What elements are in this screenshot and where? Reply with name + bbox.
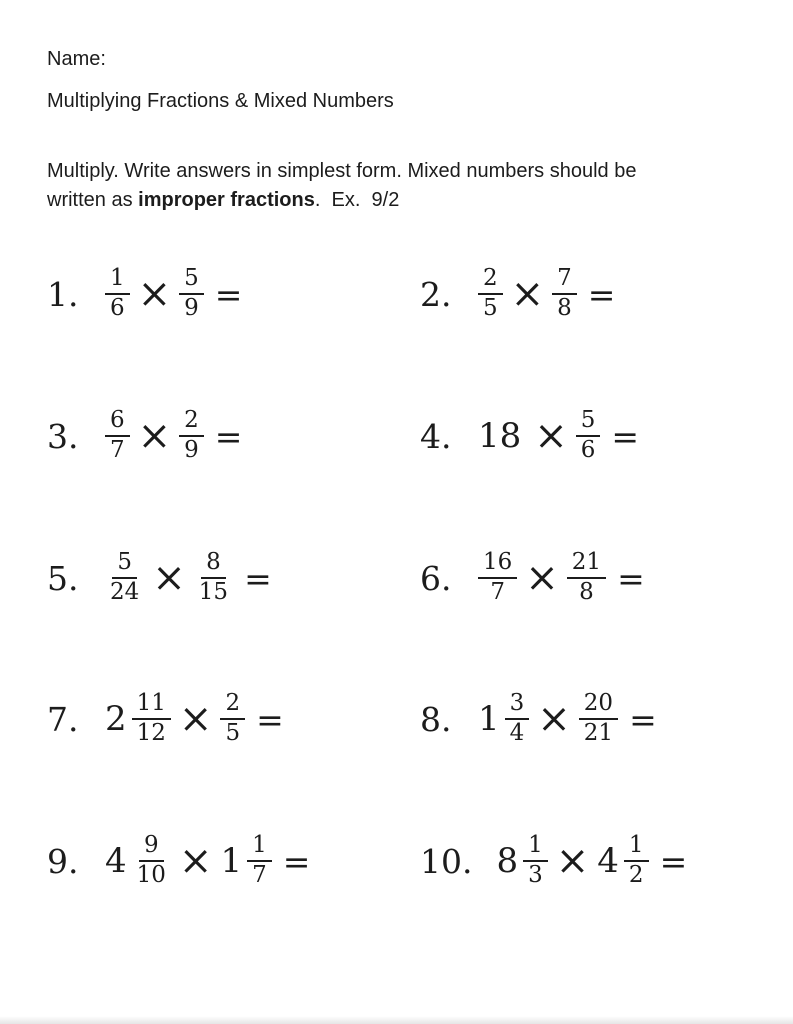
equals-sign: = — [617, 558, 645, 598]
fraction — [105, 408, 130, 464]
numerator: 9 — [139, 833, 164, 862]
denominator: 7 — [110, 437, 125, 463]
expression — [105, 833, 310, 889]
problem-number: 3. — [47, 416, 79, 456]
equals-sign: = — [244, 558, 272, 598]
whole-number: 18 — [478, 416, 522, 456]
denominator: 24 — [110, 579, 140, 605]
denominator: 5 — [483, 295, 498, 321]
denominator: 9 — [184, 437, 199, 463]
denominator: 10 — [136, 862, 166, 888]
problem-number: 10. — [420, 841, 473, 881]
whole-number: 8 — [496, 841, 519, 881]
equals-sign: = — [659, 841, 688, 881]
fraction — [132, 833, 171, 889]
problem-6 — [420, 522, 645, 634]
page-title: Multiplying Fractions & Mixed Numbers — [47, 90, 394, 112]
equals-sign: = — [587, 274, 616, 314]
problem-1 — [47, 238, 242, 350]
numerator: 2 — [478, 266, 503, 295]
numerator: 8 — [201, 550, 226, 579]
multiply-operator: × — [178, 838, 213, 884]
problem-2 — [420, 238, 615, 350]
problem-number: 8. — [420, 699, 452, 739]
problem-10 — [420, 805, 687, 917]
equals-sign: = — [629, 699, 657, 739]
multiply-operator: × — [510, 271, 545, 317]
instructions-line2-post: . Ex. 9/2 — [314, 189, 400, 211]
numerator: 11 — [132, 691, 171, 720]
denominator: 7 — [490, 579, 505, 605]
denominator: 3 — [528, 862, 543, 888]
equals-sign: = — [611, 416, 640, 456]
expression — [478, 550, 645, 606]
denominator: 6 — [110, 295, 125, 321]
problem-7 — [47, 663, 284, 775]
problem-number: 7. — [47, 699, 79, 739]
numerator: 5 — [576, 408, 601, 437]
equals-sign: = — [214, 416, 243, 456]
numerator: 20 — [579, 691, 618, 720]
problem-9 — [47, 805, 310, 917]
whole-number: 1 — [220, 841, 243, 881]
equals-sign: = — [282, 841, 311, 881]
fraction — [567, 550, 606, 606]
expression — [478, 266, 615, 322]
expression — [478, 408, 639, 464]
problem-number: 2. — [420, 274, 452, 314]
problem-number: 1. — [47, 274, 79, 314]
whole-number: 2 — [105, 699, 127, 739]
instructions-bold-phrase: improper fractions — [138, 189, 315, 211]
denominator: 8 — [557, 295, 572, 321]
fraction — [179, 408, 204, 464]
multiply-operator: × — [137, 413, 172, 459]
multiply-operator: × — [178, 696, 213, 742]
fraction — [105, 266, 130, 322]
multiply-operator: × — [534, 413, 568, 459]
fraction — [552, 266, 577, 322]
fraction — [624, 833, 649, 889]
fraction — [505, 691, 530, 747]
problem-8 — [420, 663, 657, 775]
expression — [478, 691, 657, 747]
denominator: 7 — [252, 862, 267, 888]
expression — [105, 266, 242, 322]
numerator: 1 — [624, 833, 649, 862]
equals-sign: = — [256, 699, 284, 739]
numerator: 2 — [220, 691, 245, 720]
problem-number: 5. — [47, 558, 79, 598]
denominator: 21 — [583, 720, 614, 746]
denominator: 15 — [198, 579, 229, 605]
numerator: 6 — [105, 408, 130, 437]
denominator: 4 — [509, 720, 525, 746]
fraction — [179, 266, 204, 322]
expression — [105, 691, 284, 747]
instructions-line2-pre: written as — [47, 189, 139, 211]
expression — [105, 550, 272, 606]
multiply-operator: × — [137, 271, 172, 317]
fraction — [478, 550, 517, 606]
problem-4 — [420, 380, 639, 492]
instructions — [47, 157, 727, 215]
instructions-line1: Multiply. Write answers in simplest form. Mixed numbers should be — [47, 160, 637, 182]
denominator: 6 — [580, 437, 596, 463]
fraction — [132, 691, 171, 747]
fraction — [478, 266, 503, 322]
numerator: 2 — [179, 408, 204, 437]
numerator: 3 — [505, 691, 530, 720]
fraction — [579, 691, 618, 747]
numerator: 5 — [112, 550, 137, 579]
numerator: 5 — [179, 266, 204, 295]
denominator: 12 — [136, 720, 166, 746]
denominator: 2 — [628, 862, 644, 888]
scan-bottom-edge — [0, 1016, 793, 1024]
problem-number: 4. — [420, 416, 452, 456]
numerator: 1 — [105, 266, 130, 295]
numerator: 1 — [523, 833, 548, 862]
equals-sign: = — [214, 274, 243, 314]
fraction — [523, 833, 548, 889]
problem-number: 9. — [47, 841, 79, 881]
multiply-operator: × — [525, 555, 559, 601]
multiply-operator: × — [152, 555, 186, 601]
denominator: 5 — [225, 720, 241, 746]
whole-number: 1 — [478, 699, 500, 739]
whole-number: 4 — [597, 841, 619, 881]
numerator: 21 — [567, 550, 606, 579]
fraction — [220, 691, 245, 747]
numerator: 7 — [552, 266, 577, 295]
fraction — [194, 550, 233, 606]
name-label: Name: — [47, 48, 106, 70]
multiply-operator: × — [555, 838, 590, 884]
denominator: 9 — [184, 295, 199, 321]
problem-number: 6. — [420, 558, 452, 598]
expression — [496, 833, 687, 889]
whole-number: 4 — [105, 841, 127, 881]
expression — [105, 408, 242, 464]
fraction — [105, 550, 144, 606]
multiply-operator: × — [537, 696, 571, 742]
fraction — [576, 408, 601, 464]
numerator: 1 — [247, 833, 272, 862]
numerator: 16 — [478, 550, 517, 579]
problem-5 — [47, 522, 272, 634]
problem-3 — [47, 380, 242, 492]
fraction — [247, 833, 272, 889]
denominator: 8 — [579, 579, 594, 605]
